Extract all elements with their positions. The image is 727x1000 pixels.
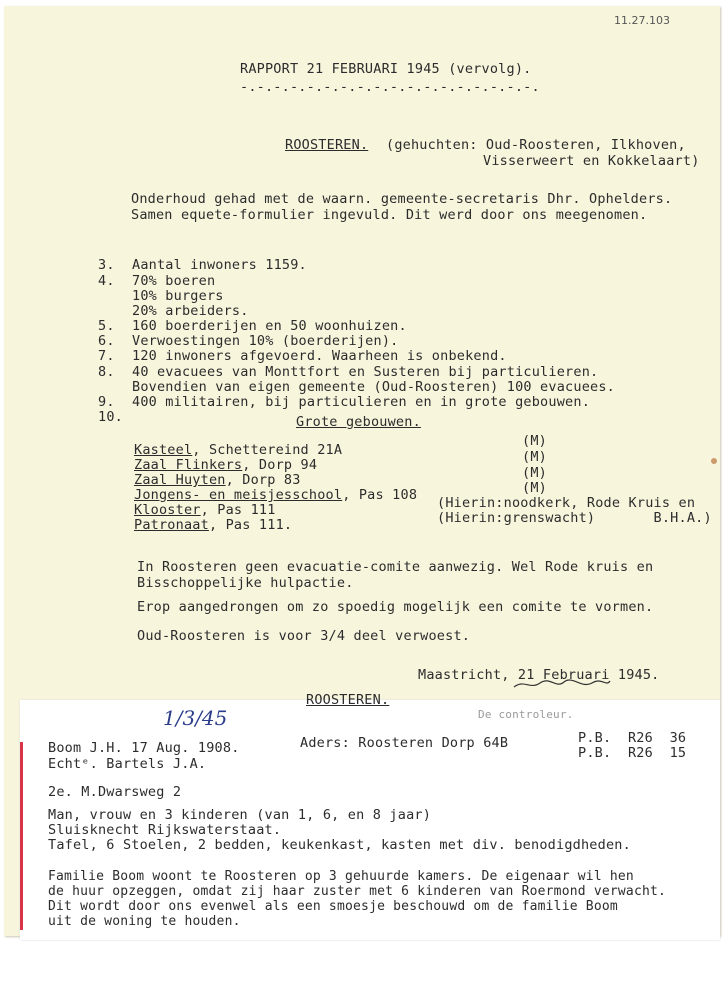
report-title: RAPPORT 21 FEBRUARI 1945 (vervolg).: [240, 61, 532, 77]
building-name: Jongens- en meisjesschool: [134, 487, 343, 503]
closing-line: Oud-Roosteren is voor 3/4 deel verwoest.: [137, 628, 471, 644]
signature-scribble: [512, 677, 612, 691]
building-name: Kasteel: [134, 442, 193, 458]
building-address: , Pas 111.: [208, 517, 293, 533]
card-paragraph-line: uit de woning te houden.: [48, 914, 241, 929]
building-mark: (M): [522, 449, 547, 465]
list-number: 6.: [98, 333, 115, 349]
card-reference: P.B. R26 36: [578, 730, 687, 746]
card-line: Tafel, 6 Stoelen, 2 bedden, keukenkast, kasten met div. benodigdheden.: [48, 837, 631, 853]
building-row: [134, 473, 301, 488]
card-paragraph-line: Familie Boom woont te Roosteren op 3 gehuurde kamers. De eigenaar wil hen: [48, 869, 634, 884]
building-row: [134, 503, 276, 518]
list-number: 4.: [98, 273, 115, 289]
card-address: Aders: Roosteren Dorp 64B: [300, 735, 509, 751]
signature-line: Maastricht, 21 Februari 1945.: [418, 667, 660, 683]
building-address: , Dorp 83: [225, 472, 301, 488]
archive-number: 11.27.103: [614, 14, 670, 27]
heading-hamlets-line2: Visserweert en Kokkelaart): [483, 153, 700, 169]
list-item-text: Aantal inwoners 1159.: [132, 257, 307, 273]
list-number: 8.: [98, 364, 115, 380]
card-person: Boom J.H. 17 Aug. 1908.: [48, 740, 240, 756]
list-item-text: 160 boerderijen en 50 woonhuizen.: [132, 318, 407, 334]
card-second-address: 2e. M.Dwarsweg 2: [48, 784, 182, 800]
list-item-text: 10% burgers: [132, 288, 224, 304]
card-red-margin-line: [20, 742, 23, 930]
building-address: , Pas 108: [342, 487, 418, 503]
closing-line: Erop aangedrongen om zo spoedig mogelijk een comite te vormen.: [137, 599, 654, 615]
building-name: Klooster: [134, 502, 201, 518]
building-note: (Hierin:noodkerk, Rode Kruis en: [437, 495, 696, 511]
title-dash-rule: -.-.-.-.-.-.-.-.-.-.-.-.-.-.-.-.-.-.: [240, 79, 540, 95]
list-item-text: 40 evacuees van Monttfort en Susteren bij particulieren.: [132, 364, 599, 380]
card-spouse: Echtᵉ. Bartels J.A.: [48, 756, 207, 772]
card-line: Sluisknecht Rijkswaterstaat.: [48, 822, 282, 838]
list-item-text: 400 militairen, bij particulieren en in grote gebouwen.: [132, 394, 591, 410]
list-number: 5.: [98, 318, 115, 334]
building-row: [134, 488, 417, 503]
building-address: , Dorp 94: [242, 457, 318, 473]
building-address: , Schettereind 21A: [192, 442, 343, 458]
building-row: [134, 458, 317, 473]
card-place: ROOSTEREN.: [306, 692, 390, 708]
heading-hamlets-line1: (gehuchten: Oud-Roosteren, Ilkhoven,: [386, 137, 686, 153]
card-line: Man, vrouw en 3 kinderen (van 1, 6, en 8 jaar): [48, 807, 432, 823]
list-item-text: 120 inwoners afgevoerd. Waarheen is onbekend.: [132, 348, 507, 364]
buildings-heading: Grote gebouwen.: [296, 414, 421, 430]
list-item-text: Bovendien van eigen gemeente (Oud-Roosteren) 100 evacuees.: [132, 379, 616, 395]
controleur-fragment: De controleur.: [478, 708, 574, 721]
intro-line: Samen equete-formulier ingevuld. Dit werd door ons meegenomen.: [131, 207, 648, 223]
building-note: (Hierin:grenswacht) B.H.A.): [437, 510, 712, 526]
closing-line: In Roosteren geen evacuatie-comite aanwezig. Wel Rode kruis en: [137, 559, 654, 575]
building-address: , Pas 111: [200, 502, 276, 518]
building-mark: (M): [522, 480, 547, 496]
list-item-text: 70% boeren: [132, 273, 216, 289]
heading-place: ROOSTEREN.: [285, 137, 369, 153]
building-mark: (M): [522, 433, 547, 449]
card-paragraph-line: Dit wordt door ons evenwel als een smoesje beschouwd om de familie Boom: [48, 899, 618, 914]
building-name: Patronaat: [134, 517, 209, 533]
list-item-text: Verwoestingen 10% (boerderijen).: [132, 333, 399, 349]
list-number: 10.: [98, 409, 123, 425]
building-mark: (M): [522, 465, 547, 481]
building-name: Zaal Flinkers: [134, 457, 243, 473]
card-paragraph-line: de huur opzeggen, omdat zij haar zuster met 6 kinderen van Roermond verwacht.: [48, 884, 667, 899]
building-row: [134, 443, 342, 458]
card-reference: P.B. R26 15: [578, 745, 687, 761]
closing-line: Bisschoppelijke hulpactie.: [137, 575, 354, 591]
intro-line: Onderhoud gehad met de waarn. gemeente-secretaris Dhr. Ophelders.: [131, 191, 673, 207]
list-item-text: 20% arbeiders.: [132, 303, 249, 319]
building-row: [134, 518, 292, 533]
list-number: 7.: [98, 348, 115, 364]
building-name: Zaal Huyten: [134, 472, 226, 488]
list-number: 9.: [98, 394, 115, 410]
handwritten-date: 1/3/45: [163, 706, 228, 730]
rust-stain: [711, 458, 717, 464]
list-number: 3.: [98, 257, 115, 273]
